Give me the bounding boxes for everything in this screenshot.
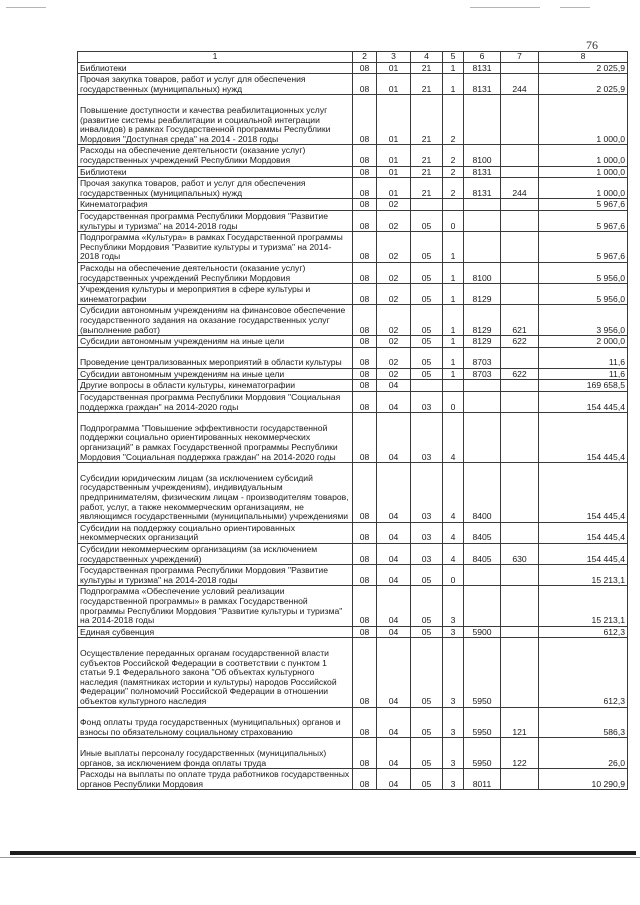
code-section: 08 <box>353 95 377 145</box>
code-expense-type <box>501 463 539 523</box>
header-cell: 2 <box>353 52 377 63</box>
code-section: 08 <box>353 347 377 368</box>
code-subsection: 02 <box>377 210 411 231</box>
code-program: 05 <box>411 210 443 231</box>
code-subprogram: 4 <box>443 544 464 565</box>
code-section: 08 <box>353 544 377 565</box>
code-program: 03 <box>411 413 443 463</box>
code-section: 08 <box>353 769 377 790</box>
code-expense-type <box>501 565 539 586</box>
row-amount: 3 956,0 <box>539 305 628 336</box>
code-direction: 8131 <box>464 62 501 74</box>
code-direction <box>464 199 501 211</box>
code-subsection: 04 <box>377 626 411 638</box>
code-direction: 8131 <box>464 178 501 199</box>
code-program: 05 <box>411 707 443 738</box>
code-expense-type <box>501 145 539 166</box>
code-section: 08 <box>353 62 377 74</box>
row-amount: 5 956,0 <box>539 284 628 305</box>
row-description: Субсидии некоммерческим организациям (за исключением государственных учреждений) <box>78 544 353 565</box>
code-program: 05 <box>411 626 443 638</box>
code-subsection: 04 <box>377 707 411 738</box>
code-section: 08 <box>353 166 377 178</box>
row-amount: 2 025,9 <box>539 62 628 74</box>
table-row <box>78 392 628 413</box>
code-program: 21 <box>411 95 443 145</box>
row-amount: 5 967,6 <box>539 199 628 211</box>
row-description: Проведение централизованных мероприятий в области культуры <box>78 347 353 368</box>
code-subprogram: 1 <box>443 336 464 348</box>
code-expense-type <box>501 413 539 463</box>
code-subsection: 02 <box>377 199 411 211</box>
code-program: 05 <box>411 638 443 707</box>
code-subsection: 01 <box>377 62 411 74</box>
row-amount: 154 445,4 <box>539 522 628 543</box>
code-expense-type <box>501 210 539 231</box>
code-program: 05 <box>411 305 443 336</box>
row-description: Расходы на выплаты по оплате труда работников государственных органов Республики Мордовия <box>78 769 353 790</box>
row-description: Иные выплаты персоналу государственных (муниципальных) органов, за исключением фонда оплаты труда <box>78 738 353 769</box>
code-subprogram: 3 <box>443 769 464 790</box>
code-direction: 5950 <box>464 638 501 707</box>
code-subsection: 04 <box>377 463 411 523</box>
row-description: Государственная программа Республики Мордовия "Развитие культуры и туризма" на 2014-2018 годы <box>78 210 353 231</box>
code-expense-type <box>501 166 539 178</box>
table-row <box>78 769 628 790</box>
code-expense-type: 244 <box>501 74 539 95</box>
code-expense-type: 121 <box>501 707 539 738</box>
row-description: Подпрограмма «Обеспечение условий реализации государственной программы» в рамках Государственной программы Республики Мордовия "Развитие культуры и туризма" на 2014-2018 годы <box>78 586 353 626</box>
code-program: 05 <box>411 769 443 790</box>
code-program: 21 <box>411 62 443 74</box>
code-subprogram: 1 <box>443 232 464 263</box>
row-description: Другие вопросы в области культуры, кинематографии <box>78 380 353 392</box>
code-program: 05 <box>411 262 443 283</box>
code-subprogram: 1 <box>443 347 464 368</box>
code-section: 08 <box>353 199 377 211</box>
code-section: 08 <box>353 210 377 231</box>
code-section: 08 <box>353 305 377 336</box>
code-subprogram <box>443 199 464 211</box>
code-program: 03 <box>411 544 443 565</box>
code-subprogram: 4 <box>443 413 464 463</box>
code-subprogram: 2 <box>443 145 464 166</box>
code-program: 05 <box>411 347 443 368</box>
table-row <box>78 145 628 166</box>
row-description: Государственная программа Республики Мордовия "Социальная поддержка граждан" на 2014-2020 годы <box>78 392 353 413</box>
code-subsection: 04 <box>377 380 411 392</box>
code-section: 08 <box>353 145 377 166</box>
code-expense-type <box>501 586 539 626</box>
code-section: 08 <box>353 178 377 199</box>
code-subsection: 04 <box>377 392 411 413</box>
table-row <box>78 166 628 178</box>
header-cell: 1 <box>78 52 353 63</box>
table-row <box>78 336 628 348</box>
row-description: Подпрограмма «Культура» в рамках Государственной программы Республики Мордовия "Развитие культуры и туризма" на 2014-2018 годы <box>78 232 353 263</box>
code-direction: 8129 <box>464 336 501 348</box>
code-direction <box>464 380 501 392</box>
code-subsection: 02 <box>377 368 411 380</box>
table-row <box>78 232 628 263</box>
code-subsection: 02 <box>377 305 411 336</box>
row-amount: 15 213,1 <box>539 586 628 626</box>
row-description: Расходы на обеспечение деятельности (оказание услуг) государственных учреждений Республики Мордовия <box>78 145 353 166</box>
code-expense-type <box>501 262 539 283</box>
row-description: Осуществление переданных органам государственной власти субъектов Российской Федерации в соответствии с пунктом 1 статьи 9.1 Федерального закона "Об объектах культурного наследия (памятниках истории и культуры) народов Российской Федерации" полномочий Российской Федерации в отношении объектов культурного наследия <box>78 638 353 707</box>
code-section: 08 <box>353 707 377 738</box>
table-row <box>78 522 628 543</box>
page-number: 76 <box>586 38 598 52</box>
row-description: Учреждения культуры и мероприятия в сфере культуры и кинематографии <box>78 284 353 305</box>
table-row <box>78 707 628 738</box>
code-expense-type <box>501 769 539 790</box>
row-description: Кинематография <box>78 199 353 211</box>
code-direction: 8400 <box>464 463 501 523</box>
code-subprogram: 1 <box>443 305 464 336</box>
table-row <box>78 380 628 392</box>
row-amount: 15 213,1 <box>539 565 628 586</box>
table-row <box>78 738 628 769</box>
code-direction: 8100 <box>464 262 501 283</box>
code-section: 08 <box>353 586 377 626</box>
code-direction: 8703 <box>464 347 501 368</box>
row-amount: 5 967,6 <box>539 232 628 263</box>
row-amount: 5 956,0 <box>539 262 628 283</box>
code-subprogram: 0 <box>443 565 464 586</box>
table-row <box>78 305 628 336</box>
code-program: 21 <box>411 74 443 95</box>
code-direction <box>464 232 501 263</box>
code-direction: 8405 <box>464 522 501 543</box>
code-subprogram: 2 <box>443 178 464 199</box>
code-subprogram <box>443 380 464 392</box>
code-subsection: 04 <box>377 413 411 463</box>
code-program: 03 <box>411 463 443 523</box>
code-expense-type <box>501 626 539 638</box>
table-row <box>78 284 628 305</box>
row-description: Субсидии автономным учреждениям на иные цели <box>78 336 353 348</box>
code-expense-type: 630 <box>501 544 539 565</box>
table-row <box>78 178 628 199</box>
row-amount: 1 000,0 <box>539 166 628 178</box>
table-row <box>78 199 628 211</box>
code-direction: 8131 <box>464 166 501 178</box>
table-header-row <box>78 52 628 63</box>
row-amount: 1 000,0 <box>539 178 628 199</box>
code-direction: 8011 <box>464 769 501 790</box>
code-subprogram: 0 <box>443 210 464 231</box>
row-description: Повышение доступности и качества реабилитационных услуг (развитие системы реабилитации и социальной интеграции инвалидов) в рамках Государственной программы Республики Мордовия "Доступная среда" на 2014 - 2018 годы <box>78 95 353 145</box>
code-program: 21 <box>411 178 443 199</box>
code-direction: 8131 <box>464 74 501 95</box>
code-expense-type <box>501 284 539 305</box>
row-description: Единая субвенция <box>78 626 353 638</box>
code-expense-type <box>501 380 539 392</box>
header-cell: 5 <box>443 52 464 63</box>
code-section: 08 <box>353 380 377 392</box>
code-section: 08 <box>353 565 377 586</box>
row-description: Прочая закупка товаров, работ и услуг для обеспечения государственных (муниципальных) нужд <box>78 74 353 95</box>
code-expense-type: 122 <box>501 738 539 769</box>
row-amount: 154 445,4 <box>539 463 628 523</box>
code-program: 21 <box>411 145 443 166</box>
code-subsection: 04 <box>377 638 411 707</box>
row-amount: 1 000,0 <box>539 95 628 145</box>
code-subprogram: 0 <box>443 392 464 413</box>
code-subprogram: 3 <box>443 586 464 626</box>
row-amount: 1 000,0 <box>539 145 628 166</box>
code-section: 08 <box>353 626 377 638</box>
row-description: Субсидии на поддержку социально ориентированных некоммерческих организаций <box>78 522 353 543</box>
code-direction: 5900 <box>464 626 501 638</box>
code-direction <box>464 565 501 586</box>
code-expense-type: 244 <box>501 178 539 199</box>
code-subprogram: 3 <box>443 638 464 707</box>
code-direction: 8129 <box>464 284 501 305</box>
code-expense-type <box>501 522 539 543</box>
table-row <box>78 95 628 145</box>
row-description: Расходы на обеспечение деятельности (оказание услуг) государственных учреждений Республики Мордовия <box>78 262 353 283</box>
table-row <box>78 368 628 380</box>
code-direction: 8129 <box>464 305 501 336</box>
code-subprogram: 2 <box>443 95 464 145</box>
header-cell: 4 <box>411 52 443 63</box>
row-amount: 2 000,0 <box>539 336 628 348</box>
code-expense-type: 622 <box>501 368 539 380</box>
code-subsection: 02 <box>377 284 411 305</box>
code-program: 05 <box>411 586 443 626</box>
code-subsection: 01 <box>377 95 411 145</box>
code-direction: 8405 <box>464 544 501 565</box>
code-section: 08 <box>353 522 377 543</box>
code-section: 08 <box>353 336 377 348</box>
code-section: 08 <box>353 284 377 305</box>
header-cell: 6 <box>464 52 501 63</box>
code-section: 08 <box>353 262 377 283</box>
row-amount: 26,0 <box>539 738 628 769</box>
code-program: 05 <box>411 368 443 380</box>
code-direction <box>464 95 501 145</box>
row-amount: 11,6 <box>539 347 628 368</box>
header-cell: 3 <box>377 52 411 63</box>
code-subsection: 01 <box>377 74 411 95</box>
budget-table <box>77 51 628 790</box>
code-subprogram: 1 <box>443 284 464 305</box>
row-description: Библиотеки <box>78 166 353 178</box>
code-subsection: 02 <box>377 262 411 283</box>
code-subprogram: 4 <box>443 522 464 543</box>
row-description: Государственная программа Республики Мордовия "Развитие культуры и туризма" на 2014-2018 годы <box>78 565 353 586</box>
code-subprogram: 3 <box>443 707 464 738</box>
table-row <box>78 262 628 283</box>
table-row <box>78 347 628 368</box>
code-program: 05 <box>411 232 443 263</box>
code-subprogram: 3 <box>443 738 464 769</box>
header-cell: 7 <box>501 52 539 63</box>
code-expense-type <box>501 62 539 74</box>
code-subsection: 04 <box>377 565 411 586</box>
code-expense-type: 621 <box>501 305 539 336</box>
code-direction: 5950 <box>464 707 501 738</box>
code-expense-type <box>501 347 539 368</box>
scan-edge-top <box>0 3 640 13</box>
code-direction <box>464 586 501 626</box>
scan-edge-bottom-faint <box>0 857 640 858</box>
code-expense-type: 622 <box>501 336 539 348</box>
table-row <box>78 62 628 74</box>
code-section: 08 <box>353 392 377 413</box>
code-expense-type <box>501 638 539 707</box>
table-row <box>78 413 628 463</box>
code-direction <box>464 210 501 231</box>
code-expense-type <box>501 199 539 211</box>
code-subprogram: 1 <box>443 262 464 283</box>
code-direction: 8703 <box>464 368 501 380</box>
code-subsection: 02 <box>377 232 411 263</box>
row-description: Субсидии юридическим лицам (за исключением субсидий государственным учреждениям), индивидуальным предпринимателям, физическим лицам - производителям товаров, работ, услуг, а также некоммерческим организациям, не являющимся государственными (муниципальными) учреждениями <box>78 463 353 523</box>
code-subsection: 04 <box>377 522 411 543</box>
code-section: 08 <box>353 74 377 95</box>
code-expense-type <box>501 95 539 145</box>
code-subsection: 04 <box>377 544 411 565</box>
row-amount: 2 025,9 <box>539 74 628 95</box>
code-direction <box>464 413 501 463</box>
table-row <box>78 210 628 231</box>
row-amount: 10 290,9 <box>539 769 628 790</box>
code-subsection: 04 <box>377 586 411 626</box>
code-program <box>411 199 443 211</box>
table-row <box>78 463 628 523</box>
table-row <box>78 74 628 95</box>
row-description: Прочая закупка товаров, работ и услуг для обеспечения государственных (муниципальных) нужд <box>78 178 353 199</box>
code-subprogram: 1 <box>443 62 464 74</box>
code-subprogram: 4 <box>443 463 464 523</box>
code-subprogram: 3 <box>443 626 464 638</box>
code-subsection: 01 <box>377 178 411 199</box>
code-program: 21 <box>411 166 443 178</box>
row-amount: 586,3 <box>539 707 628 738</box>
row-amount: 154 445,4 <box>539 544 628 565</box>
code-direction: 8100 <box>464 145 501 166</box>
code-section: 08 <box>353 232 377 263</box>
row-amount: 5 967,6 <box>539 210 628 231</box>
code-subsection: 02 <box>377 336 411 348</box>
row-amount: 612,3 <box>539 638 628 707</box>
code-subsection: 04 <box>377 738 411 769</box>
code-subsection: 01 <box>377 145 411 166</box>
code-section: 08 <box>353 413 377 463</box>
table-row <box>78 586 628 626</box>
code-subprogram: 2 <box>443 166 464 178</box>
code-subsection: 04 <box>377 769 411 790</box>
code-direction: 5950 <box>464 738 501 769</box>
table-row <box>78 544 628 565</box>
code-expense-type <box>501 232 539 263</box>
row-amount: 154 445,4 <box>539 392 628 413</box>
code-section: 08 <box>353 463 377 523</box>
code-program: 05 <box>411 565 443 586</box>
code-program: 03 <box>411 522 443 543</box>
code-subsection: 02 <box>377 347 411 368</box>
code-section: 08 <box>353 638 377 707</box>
code-section: 08 <box>353 368 377 380</box>
table-row <box>78 626 628 638</box>
code-program: 05 <box>411 336 443 348</box>
row-amount: 612,3 <box>539 626 628 638</box>
code-subprogram: 1 <box>443 368 464 380</box>
row-description: Субсидии автономным учреждениям на финансовое обеспечение государственного задания на оказание государственных услуг (выполнение работ) <box>78 305 353 336</box>
row-description: Библиотеки <box>78 62 353 74</box>
code-subprogram: 1 <box>443 74 464 95</box>
row-description: Подпрограмма "Повышение эффективности государственной поддержки социально ориентированных некоммерческих организаций" в рамках Государственной программы Республики Мордовия "Социальная поддержка граждан" на 2014-2020 годы <box>78 413 353 463</box>
row-amount: 169 658,5 <box>539 380 628 392</box>
row-description: Фонд оплаты труда государственных (муниципальных) органов и взносы по обязательному социальному страхованию <box>78 707 353 738</box>
table-row <box>78 638 628 707</box>
code-program: 05 <box>411 284 443 305</box>
code-direction <box>464 392 501 413</box>
table-row <box>78 565 628 586</box>
scan-edge-bottom <box>10 851 636 855</box>
row-amount: 11,6 <box>539 368 628 380</box>
code-expense-type <box>501 392 539 413</box>
row-description: Субсидии автономным учреждениям на иные цели <box>78 368 353 380</box>
table-body <box>78 62 628 790</box>
row-amount: 154 445,4 <box>539 413 628 463</box>
code-program <box>411 380 443 392</box>
header-cell: 8 <box>539 52 628 63</box>
code-section: 08 <box>353 738 377 769</box>
code-program: 05 <box>411 738 443 769</box>
code-subsection: 01 <box>377 166 411 178</box>
code-program: 03 <box>411 392 443 413</box>
